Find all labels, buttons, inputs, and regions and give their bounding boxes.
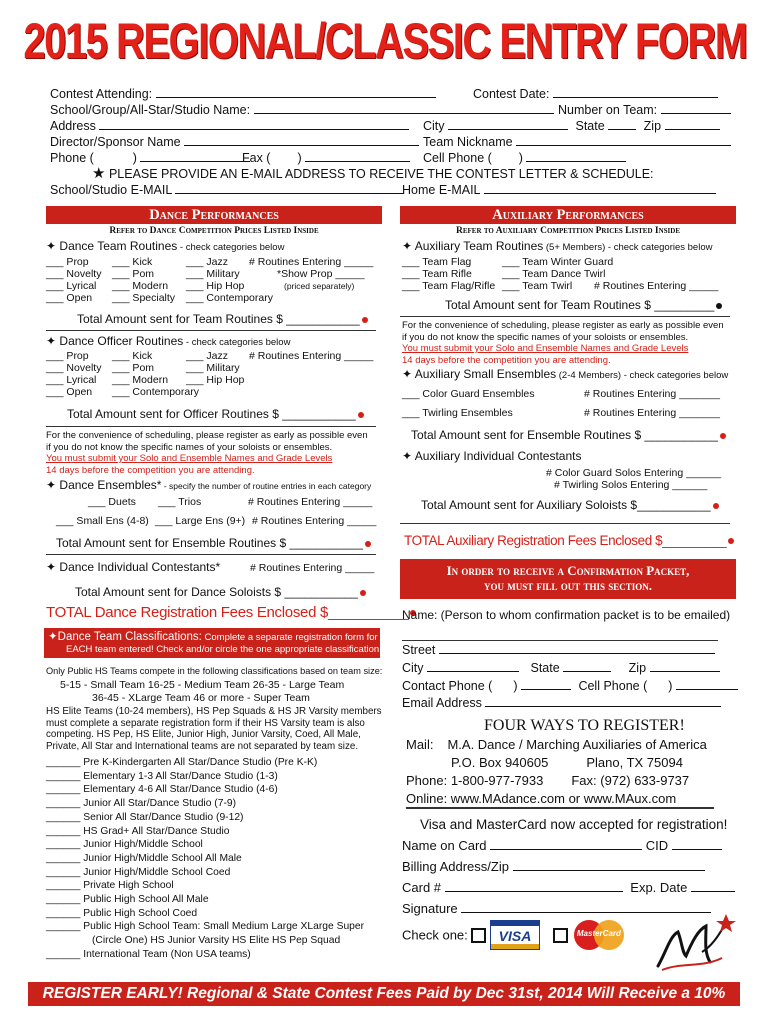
cross-star-icon: ✦ [402, 449, 413, 463]
dance-officer-total-text: Total Amount sent for Officer Routines $ ___________ [67, 407, 356, 421]
contest-date-label: Contest Date: [473, 87, 550, 101]
cross-star-icon: ✦ [46, 239, 57, 253]
check-team-rifle[interactable]: ___ Team Rifle [402, 268, 472, 280]
team-sizes-2: 36-45 - XLarge Team 46 or more - Super Team [92, 692, 310, 704]
check-team-twirl[interactable]: ___ Team Twirl [502, 280, 573, 292]
large-ens-field[interactable]: ___ Large Ens (9+) [155, 515, 246, 527]
check-kick[interactable]: ___ Kick [112, 256, 153, 268]
check-one-row [402, 918, 626, 952]
mail-po: P.O. Box 940605 [451, 755, 549, 770]
class-option[interactable]: ______ Junior High/Middle School All Male [46, 852, 242, 864]
check-officer-open[interactable]: ___ Open [46, 386, 93, 398]
twirling-routines[interactable]: # Routines Entering _______ [584, 407, 721, 419]
conv-line: if you do not know the specific names of your soloists or ensembles. [402, 331, 689, 343]
classifications-box [44, 628, 380, 658]
dance-performances-bar: Dance Performances [46, 206, 382, 224]
check-modern[interactable]: ___ Modern [112, 280, 169, 292]
fax-paren: ) [297, 151, 302, 165]
dance-team-total[interactable] [77, 312, 368, 326]
dance-officer-col1[interactable] [46, 350, 101, 398]
address-field[interactable] [50, 118, 409, 134]
aux-team-heading [402, 239, 712, 254]
city-label: City [423, 119, 445, 133]
aux-convenience-note [402, 320, 724, 366]
check-team-flag[interactable]: ___ Team Flag [402, 256, 472, 268]
bullet-icon [713, 503, 719, 509]
class-circle-one[interactable]: (Circle One) HS Junior Varsity HS Elite HS Pep Squad [92, 935, 341, 947]
elite-line: competing. HS Pep, HS Elite, Junior High, Junior Varsity, Coed, All Male, [46, 729, 361, 740]
cross-star-icon: ✦ [48, 631, 58, 643]
check-pom[interactable]: ___ Pom [112, 268, 155, 280]
check-contemporary[interactable]: ___ Contemporary [186, 292, 273, 304]
check-jazz[interactable]: ___ Jazz [186, 256, 229, 268]
check-officer-prop[interactable]: ___ Prop [46, 350, 89, 362]
check-officer-kick[interactable]: ___ Kick [112, 350, 153, 362]
class-option[interactable]: ______ Elementary 1-3 All Star/Dance Studio (1-3) [46, 770, 278, 782]
dance-team-col2[interactable] [112, 256, 175, 304]
check-dance-twirl[interactable]: ___ Team Dance Twirl [502, 268, 606, 280]
elite-line: HS Elite Teams (10-24 members), HS Pep Squads & HS JR Varsity members [46, 706, 382, 717]
dance-total-fees[interactable] [46, 604, 416, 621]
dance-ensembles-note: - specify the number of routine entries in each category [161, 481, 372, 491]
class-option[interactable]: ______ Junior High/Middle School Coed [46, 866, 231, 878]
register-phone: Phone: 1-800-977-7933 [406, 773, 544, 788]
star-icon: ★ [92, 165, 106, 182]
trios-field[interactable]: ___ Trios [158, 496, 202, 508]
check-hip-hop[interactable]: ___ Hip Hop [186, 280, 245, 292]
check-officer-novelty[interactable]: ___ Novelty [46, 362, 102, 374]
auxiliary-performances-bar: Auxiliary Performances [400, 206, 736, 224]
public-hs-note: Only Public HS Teams compete in the following classifications based on team size: [46, 666, 383, 676]
elite-line: Private, All Star and International teams are not separated by team size. [46, 740, 359, 752]
visa-checkbox[interactable] [471, 928, 486, 943]
tw-solos-field[interactable]: # Twirling Solos Entering ______ [554, 479, 708, 491]
check-one-label: Check one: [402, 927, 468, 943]
dance-ind-total-text: Total Amount sent for Dance Soloists $ ___________ [75, 585, 358, 599]
dance-ind-total[interactable] [75, 585, 366, 599]
phone-label: Phone ( [50, 151, 94, 165]
dance-team-note: - check categories below [177, 242, 285, 253]
team-sizes-1: 5-15 - Small Team 16-25 - Medium Team 26-35 - Large Team [60, 679, 345, 691]
cell-paren: ) [518, 151, 523, 165]
class-option[interactable]: ______ Junior High/Middle School [46, 839, 203, 851]
dance-officer-total[interactable] [67, 407, 364, 421]
dance-team-routines-count[interactable]: # Routines Entering _____ [249, 256, 374, 268]
color-guard-routines[interactable]: # Routines Entering _______ [584, 388, 721, 400]
class-option[interactable]: ______ Public High School Coed [46, 907, 198, 919]
confirmation-name-label: Name: (Person to whom confirmation packet is to be emailed) [402, 608, 731, 622]
email-notice-text: PLEASE PROVIDE AN E-MAIL ADDRESS TO RECEIVE THE CONTEST LETTER & SCHEDULE: [108, 167, 654, 181]
zip-label: Zip [643, 119, 662, 133]
aux-team-note: (5+ Members) - check categories below [543, 242, 713, 253]
class-option[interactable]: ______ Public High School Team: Small Medium Large XLarge Super [46, 921, 365, 933]
class-option[interactable]: ______ HS Grad+ All Star/Dance Studio [46, 825, 230, 837]
aux-individual-title: Auxiliary Individual Contestants [414, 449, 582, 463]
bullet-icon [362, 317, 368, 323]
phone-paren: ) [132, 151, 137, 165]
register-fax: Fax: (972) 633-9737 [571, 773, 690, 788]
aux-team-total-text: Total Amount sent for Team Routines $ _________ [445, 298, 715, 312]
fax-field[interactable] [242, 150, 410, 166]
duets-field[interactable]: ___ Duets [88, 496, 136, 508]
card-number-label: Card # [402, 880, 442, 895]
aux-total-fees[interactable] [404, 533, 734, 548]
classifications-heading [44, 628, 380, 644]
priced-separately-note: (priced separately) [284, 281, 355, 291]
conf-email-field[interactable] [402, 695, 721, 711]
divider [46, 426, 376, 427]
check-winter-guard[interactable]: ___ Team Winter Guard [502, 256, 614, 268]
conf-cell-paren: ) [668, 679, 673, 693]
dance-prices-note: Refer to Dance Competition Prices Listed Inside [109, 226, 319, 236]
show-prop-field[interactable]: *Show Prop _____ [277, 268, 365, 280]
check-novelty[interactable]: ___ Novelty [46, 268, 102, 280]
street-label: Street [402, 643, 436, 657]
number-on-team-field[interactable] [558, 102, 731, 118]
school-email-field[interactable] [50, 182, 403, 198]
dance-individual-title: Dance Individual Contestants* [59, 560, 221, 574]
check-officer-military[interactable]: ___ Military [186, 362, 240, 374]
cross-star-icon: ✦ [46, 560, 57, 574]
class-option[interactable]: ______ Pre K-Kindergarten All Star/Dance Studio (Pre K-K) [46, 757, 318, 768]
classifications-sub2: EACH team entered! Check and/or circle the one appropriate classification. [66, 644, 382, 655]
contact-phone-field[interactable] [402, 678, 738, 694]
aux-team-total[interactable] [445, 298, 722, 312]
cid-label: CID [645, 838, 669, 853]
check-lyrical[interactable]: ___ Lyrical [46, 280, 97, 292]
ens-routines-count[interactable]: # Routines Entering _____ [248, 496, 373, 508]
bullet-icon [365, 541, 371, 547]
payment-heading: Visa and MasterCard now accepted for registration! [420, 817, 728, 832]
mastercard-logo-icon [572, 918, 626, 952]
conv-line: For the convenience of scheduling, please register as early as possible even [402, 320, 724, 331]
cross-star-icon: ✦ [46, 334, 57, 348]
name-on-card-field[interactable] [402, 838, 722, 854]
mail-city: Plano, TX 75094 [586, 755, 683, 770]
conf-city-field[interactable] [402, 660, 720, 676]
school-name-label: School/Group/All-Star/Studio Name: [50, 103, 251, 117]
bullet-icon [720, 433, 726, 439]
conv-line-red: You must submit your Solo and Ensemble Names and Grade Levels [402, 343, 689, 354]
dance-ensembles-heading [46, 478, 371, 492]
form-title: 2015 REGIONAL/CLASSIC ENTRY FORM [23, 14, 747, 69]
dance-ens-total[interactable] [56, 536, 371, 550]
dance-ens-total-text: Total Amount sent for Ensemble Routines $ ___________ [56, 536, 363, 550]
check-specialty[interactable]: ___ Specialty [112, 292, 176, 304]
bullet-icon [358, 412, 364, 418]
register-methods [406, 736, 707, 808]
register-online[interactable]: Online: www.MAdance.com or www.MAux.com [406, 791, 677, 806]
divider [406, 807, 714, 809]
contest-attending-field[interactable] [50, 86, 436, 102]
class-option[interactable]: ______ Elementary 4-6 All Star/Dance Studio (4-6) [46, 784, 278, 796]
divider [46, 554, 376, 555]
conf-zip-label: Zip [628, 661, 647, 675]
class-option[interactable]: ______ Junior All Star/Dance Studio (7-9) [46, 798, 237, 810]
aux-total-fees-text: TOTAL Auxiliary Registration Fees Enclosed $_________ [404, 533, 727, 548]
director-label: Director/Sponsor Name [50, 135, 181, 149]
aux-prices-note: Refer to Auxiliary Competition Prices Listed Inside [455, 226, 681, 236]
classification-list[interactable] [46, 756, 364, 962]
signature-label: Signature [402, 901, 458, 916]
exp-date-label: Exp. Date [630, 880, 688, 895]
mastercard-checkbox[interactable] [553, 928, 568, 943]
check-military[interactable]: ___ Military [186, 268, 240, 280]
cell-phone-field[interactable] [423, 150, 626, 166]
dance-ensembles-title: Dance Ensembles* [59, 478, 162, 492]
bullet-icon [728, 538, 734, 544]
aux-small-heading [402, 367, 728, 382]
dance-team-total-text: Total Amount sent for Team Routines $ ___________ [77, 312, 360, 326]
check-officer-lyrical[interactable]: ___ Lyrical [46, 374, 97, 386]
aux-team-col1[interactable] [402, 256, 495, 292]
director-field[interactable] [50, 134, 419, 150]
twirling-ens-field[interactable]: ___ Twirling Ensembles [402, 407, 513, 419]
visa-text: VISA [498, 928, 532, 944]
conf-email-label: Email Address [402, 696, 482, 710]
dance-officer-routines-count[interactable]: # Routines Entering _____ [249, 350, 374, 362]
confirmation-line2: you must fill out this section. [483, 578, 653, 593]
email-notice [92, 166, 654, 182]
mastercard-text: MasterCard [576, 929, 621, 938]
bullet-icon [716, 303, 722, 309]
classifications-title: Dance Team Classifications: [57, 631, 202, 643]
four-ways-heading: FOUR WAYS TO REGISTER! [484, 717, 685, 734]
check-officer-contemporary[interactable]: ___ Contemporary [112, 386, 199, 398]
check-prop[interactable]: ___ Prop [46, 256, 89, 268]
contest-attending-label: Contest Attending: [50, 87, 153, 101]
aux-team-title: Auxiliary Team Routines [414, 239, 544, 253]
check-officer-pom[interactable]: ___ Pom [112, 362, 155, 374]
aux-ens-total[interactable] [411, 428, 726, 442]
conv-line-red: You must submit your Solo and Ensemble Names and Grade Levels [46, 453, 333, 464]
check-officer-modern[interactable]: ___ Modern [112, 374, 169, 386]
confirmation-box [400, 559, 736, 599]
ind-routines-count[interactable]: # Routines Entering _____ [250, 562, 375, 574]
conv-line-red: 14 days before the competition you are attending. [402, 354, 611, 366]
phone-field[interactable] [50, 150, 250, 166]
visa-logo-icon [490, 920, 540, 950]
cross-star-icon: ✦ [402, 367, 413, 381]
fax-label: Fax ( [242, 151, 271, 165]
conf-cell-label: Cell Phone ( [578, 679, 648, 693]
ma-logo-icon [652, 912, 738, 974]
address-label: Address [50, 119, 96, 133]
contest-date-field[interactable] [473, 86, 718, 102]
confirmation-line1: In order to receive a Confirmation Packet, [446, 563, 690, 578]
cross-star-icon: ✦ [402, 239, 413, 253]
cell-label: Cell Phone ( [423, 151, 492, 165]
aux-team-routines[interactable]: # Routines Entering _____ [594, 280, 719, 292]
class-option[interactable]: ______ Public High School All Male [46, 894, 209, 906]
divider [400, 316, 730, 317]
elite-line: must complete a separate registration form if their HS Varsity team is also [46, 717, 365, 729]
mail-line1: M.A. Dance / Marching Auxiliaries of America [447, 737, 707, 752]
team-nickname-label: Team Nickname [423, 135, 513, 149]
school-name-field[interactable] [50, 102, 554, 118]
class-option[interactable]: ______ Senior All Star/Dance Studio (9-12) [46, 811, 244, 823]
register-early-banner: REGISTER EARLY! Regional & State Contest Fees Paid by Dec 31st, 2014 Will Receive a 10% Discount! [28, 982, 740, 1006]
dance-team-col1[interactable] [46, 256, 101, 304]
conv-line-red: 14 days before the competition you are attending. [46, 464, 255, 476]
dance-team-title: Dance Team Routines [59, 239, 178, 253]
cg-solos-field[interactable]: # Color Guard Solos Entering ______ [546, 467, 722, 479]
color-guard-ens-field[interactable]: ___ Color Guard Ensembles [402, 388, 535, 400]
elite-note [46, 706, 382, 752]
divider [400, 523, 730, 524]
name-on-card-label: Name on Card [402, 838, 487, 853]
aux-ind-total[interactable] [421, 498, 719, 512]
ens-routines-count-2[interactable]: # Routines Entering _____ [252, 515, 377, 527]
conf-city-label: City [402, 661, 424, 675]
dance-officer-note: - check categories below [183, 337, 291, 348]
street-field[interactable] [402, 642, 715, 658]
home-email-label: Home E-MAIL [402, 183, 481, 197]
number-on-team-label: Number on Team: [558, 103, 658, 117]
aux-ens-total-text: Total Amount sent for Ensemble Routines $ ___________ [411, 428, 718, 442]
card-number-field[interactable] [402, 880, 735, 896]
dance-team-heading [46, 239, 284, 254]
conv-line: if you do not know the specific names of your soloists or ensembles. [46, 441, 333, 453]
check-officer-jazz[interactable]: ___ Jazz [186, 350, 229, 362]
aux-small-note: (2-4 Members) - check categories below [556, 370, 729, 381]
conv-line: For the convenience of scheduling, please register as early as possible even [46, 430, 368, 441]
mail-label: Mail: [406, 737, 434, 752]
bullet-icon [360, 590, 366, 596]
dance-officer-col3[interactable] [186, 350, 244, 386]
conf-state-label: State [530, 661, 560, 675]
team-nickname-field[interactable] [423, 134, 731, 150]
billing-field[interactable] [402, 859, 705, 875]
city-field[interactable] [423, 118, 720, 134]
check-open[interactable]: ___ Open [46, 292, 93, 304]
billing-label: Billing Address/Zip [402, 859, 509, 874]
check-officer-hip-hop[interactable]: ___ Hip Hop [186, 374, 245, 386]
class-option-international[interactable]: ______ International Team (Non USA teams) [46, 948, 251, 960]
small-ens-field[interactable]: ___ Small Ens (4-8) [56, 515, 149, 527]
aux-ind-total-text: Total Amount sent for Auxiliary Soloists $___________ [421, 498, 711, 512]
dance-individual-heading [46, 560, 220, 574]
aux-individual-heading [402, 449, 582, 463]
cross-star-icon: ✦ [46, 478, 57, 492]
dance-total-fees-text: TOTAL Dance Registration Fees Enclosed $__________ [46, 604, 409, 621]
contact-paren: ) [513, 679, 518, 693]
home-email-field[interactable] [402, 182, 716, 198]
state-label: State [575, 119, 605, 133]
classifications-sub: Complete a separate registration form for [201, 632, 378, 643]
dance-convenience-note [46, 430, 368, 476]
divider [46, 330, 376, 331]
contact-phone-label: Contact Phone ( [402, 679, 493, 693]
dance-officer-title: Dance Officer Routines [59, 334, 184, 348]
class-option[interactable]: ______ Private High School [46, 880, 174, 892]
school-email-label: School/Studio E-MAIL [50, 183, 172, 197]
confirmation-name-line[interactable] [402, 640, 718, 641]
aux-small-title: Auxiliary Small Ensembles [414, 367, 557, 381]
dance-officer-heading [46, 334, 290, 349]
check-team-flag-rifle[interactable]: ___ Team Flag/Rifle [402, 280, 496, 292]
